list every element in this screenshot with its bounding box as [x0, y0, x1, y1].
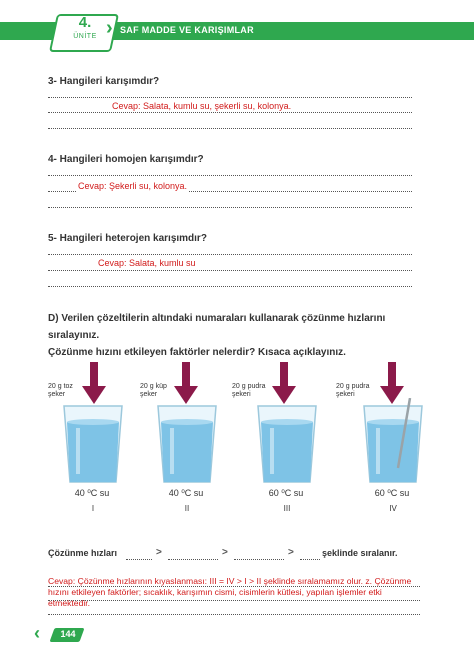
answer-5: Cevap: Salata, kumlu su [98, 258, 196, 268]
answer-4: Cevap: Şekerli su, kolonya. [78, 181, 188, 191]
page-number: 144 [60, 629, 76, 639]
answer-line [48, 270, 412, 271]
rate-separator: > [222, 547, 228, 558]
down-arrow-icon [174, 362, 198, 404]
roman-label-1: I [91, 504, 95, 513]
rate-blank[interactable] [300, 559, 320, 560]
sugar-label-1: 20 g toz şeker [48, 383, 73, 398]
section-d-line2: Çözünme hızını etkileyen faktörler nelerdir? Kısaca açıklayınız. [48, 347, 346, 358]
water-glass-with-spoon [362, 398, 424, 484]
rate-blank[interactable] [126, 559, 152, 560]
unit-label: ÜNİTE [73, 33, 97, 40]
rate-blank[interactable] [234, 559, 284, 560]
answer-line [48, 175, 412, 176]
rate-separator: > [156, 547, 162, 558]
answer-line [48, 128, 412, 129]
temperature-label-3: 60 ⁰C su [268, 488, 304, 498]
chevron-left-icon: ‹ [34, 623, 40, 643]
final-answer: Cevap: Çözünme hızlarının kıyaslanması: III = IV > I > II şeklinde sıralamamız olur. z. Çözünme hızını etkileyen faktörler; sıcaklık, karışımın cismi, cisimlerin kütlesi, yapılan işlemler etki etmektedir. [48, 576, 412, 608]
temperature-label-2: 40 ⁰C su [168, 488, 204, 498]
rates-suffix: şeklinde sıralanır. [322, 548, 398, 558]
temperature-label-4: 60 ⁰C su [374, 488, 410, 498]
chevron-right-icon: › [106, 17, 113, 39]
question-4: 4- Hangileri homojen karışımdır? [48, 154, 204, 165]
question-3: 3- Hangileri karışımdır? [48, 76, 160, 87]
roman-label-2: II [184, 504, 190, 513]
answer-line [48, 97, 412, 98]
rate-blank[interactable] [168, 559, 218, 560]
answer-3: Cevap: Salata, kumlu su, şekerli su, kolonya. [112, 101, 292, 111]
rate-separator: > [288, 547, 294, 558]
rates-label: Çözünme hızları [48, 548, 118, 558]
unit-number: 4. [78, 14, 92, 31]
roman-label-4: IV [389, 504, 397, 513]
sugar-label-2: 20 g küp şeker [140, 383, 167, 398]
sugar-label-4: 20 g pudra şekeri [336, 383, 370, 398]
answer-line [48, 254, 412, 255]
section-d-question [48, 310, 428, 361]
header-title: SAF MADDE VE KARIŞIMLAR [120, 25, 254, 35]
down-arrow-icon [272, 362, 296, 404]
question-5: 5- Hangileri heterojen karışımdır? [48, 233, 207, 244]
sugar-label-3: 20 g pudra şekeri [232, 383, 266, 398]
roman-label-3: III [283, 504, 291, 513]
answer-line [48, 614, 420, 615]
chevron-left-icon: ‹ [36, 17, 43, 39]
water-glass [156, 404, 218, 484]
answer-line [48, 207, 412, 208]
section-d-line1: D) Verilen çözeltilerin altındaki numaraları kullanarak çözünme hızlarını sıralayınız. [48, 313, 386, 341]
down-arrow-icon [82, 362, 106, 404]
answer-line [48, 286, 412, 287]
water-glass [62, 404, 124, 484]
water-glass [256, 404, 318, 484]
temperature-label-1: 40 ⁰C su [74, 488, 110, 498]
answer-line [48, 112, 412, 113]
